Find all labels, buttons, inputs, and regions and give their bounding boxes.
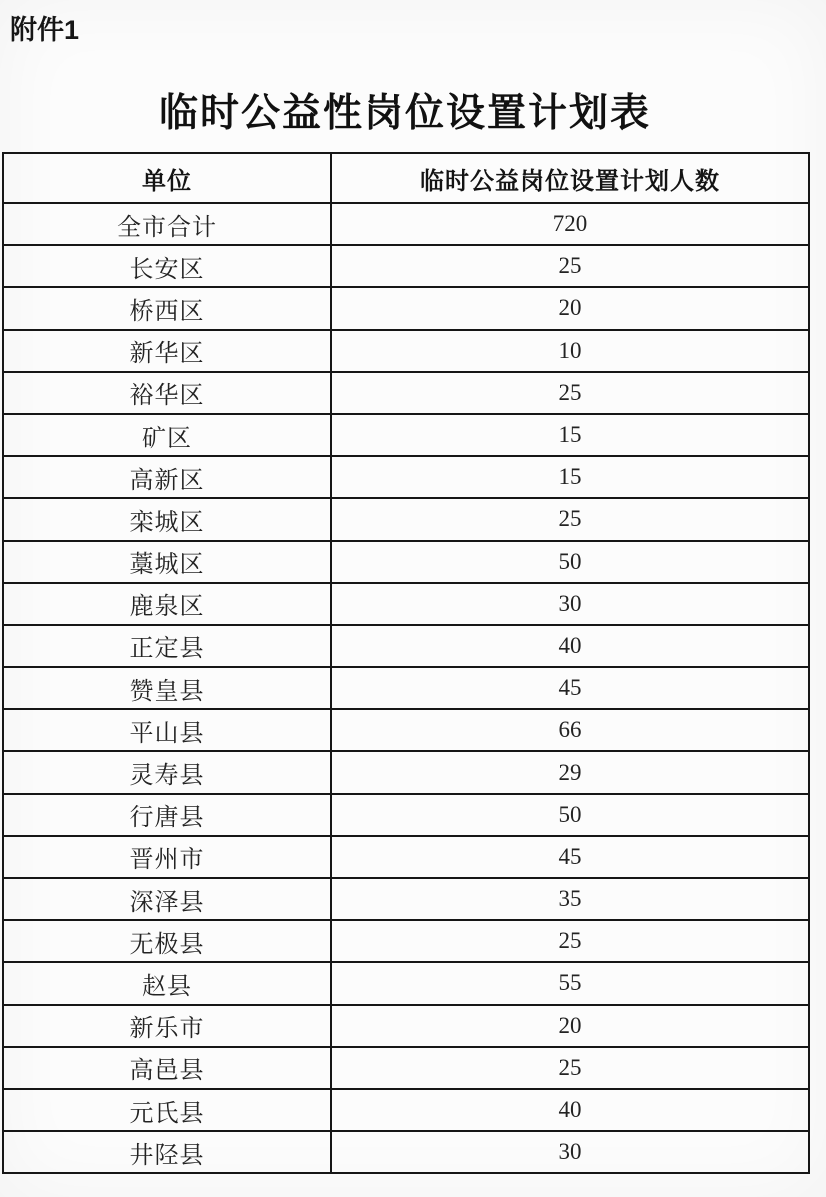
- unit-cell: 全市合计: [3, 203, 331, 245]
- unit-cell: 元氏县: [3, 1089, 331, 1131]
- table-row: [3, 625, 809, 667]
- unit-cell: 新华区: [3, 330, 331, 372]
- count-cell: 29: [331, 751, 809, 793]
- count-cell: 30: [331, 583, 809, 625]
- table-row: [3, 203, 809, 245]
- unit-cell: 高邑县: [3, 1047, 331, 1089]
- table-row: [3, 1047, 809, 1089]
- unit-cell: 高新区: [3, 456, 331, 498]
- table-row: [3, 498, 809, 540]
- unit-cell: 正定县: [3, 625, 331, 667]
- count-cell: 25: [331, 920, 809, 962]
- count-cell: 35: [331, 878, 809, 920]
- table-row: [3, 372, 809, 414]
- unit-cell: 晋州市: [3, 836, 331, 878]
- unit-cell: 新乐市: [3, 1005, 331, 1047]
- table-row: [3, 709, 809, 751]
- table-row: [3, 920, 809, 962]
- plan-table: [2, 152, 810, 1174]
- unit-cell: 深泽县: [3, 878, 331, 920]
- count-cell: 25: [331, 245, 809, 287]
- count-cell: 40: [331, 1089, 809, 1131]
- table-row: [3, 962, 809, 1004]
- count-cell: 20: [331, 287, 809, 329]
- table-row: [3, 1131, 809, 1173]
- unit-cell: 栾城区: [3, 498, 331, 540]
- unit-cell: 赵县: [3, 962, 331, 1004]
- count-cell: 15: [331, 456, 809, 498]
- count-cell: 55: [331, 962, 809, 1004]
- table-row: [3, 245, 809, 287]
- table-row: [3, 794, 809, 836]
- table-row: [3, 667, 809, 709]
- count-cell: 50: [331, 541, 809, 583]
- table-row: [3, 751, 809, 793]
- unit-cell: 鹿泉区: [3, 583, 331, 625]
- table-row: [3, 583, 809, 625]
- count-cell: 66: [331, 709, 809, 751]
- table-body: [3, 203, 809, 1173]
- unit-cell: 桥西区: [3, 287, 331, 329]
- unit-cell: 无极县: [3, 920, 331, 962]
- count-cell: 25: [331, 1047, 809, 1089]
- count-cell: 30: [331, 1131, 809, 1173]
- count-cell: 45: [331, 836, 809, 878]
- count-cell: 45: [331, 667, 809, 709]
- table-row: [3, 330, 809, 372]
- column-header-count: 临时公益岗位设置计划人数: [331, 153, 809, 203]
- unit-cell: 矿区: [3, 414, 331, 456]
- count-cell: 40: [331, 625, 809, 667]
- table-row: [3, 1005, 809, 1047]
- unit-cell: 藁城区: [3, 541, 331, 583]
- page-title: 临时公益性岗位设置计划表: [158, 92, 651, 135]
- unit-cell: 井陉县: [3, 1131, 331, 1173]
- unit-cell: 赞皇县: [3, 667, 331, 709]
- count-cell: 20: [331, 1005, 809, 1047]
- column-header-unit: 单位: [3, 153, 331, 203]
- unit-cell: 裕华区: [3, 372, 331, 414]
- count-cell: 25: [331, 498, 809, 540]
- table-row: [3, 456, 809, 498]
- unit-cell: 灵寿县: [3, 751, 331, 793]
- unit-cell: 行唐县: [3, 794, 331, 836]
- unit-cell: 平山县: [3, 709, 331, 751]
- table-row: [3, 836, 809, 878]
- table-row: [3, 878, 809, 920]
- count-cell: 15: [331, 414, 809, 456]
- count-cell: 720: [331, 203, 809, 245]
- unit-cell: 长安区: [3, 245, 331, 287]
- table-row: [3, 1089, 809, 1131]
- count-cell: 50: [331, 794, 809, 836]
- table-row: [3, 414, 809, 456]
- count-cell: 25: [331, 372, 809, 414]
- attachment-label: 附件1: [10, 15, 80, 45]
- count-cell: 10: [331, 330, 809, 372]
- table-row: [3, 541, 809, 583]
- header-row: [3, 153, 809, 203]
- table-header: [3, 153, 809, 203]
- table-row: [3, 287, 809, 329]
